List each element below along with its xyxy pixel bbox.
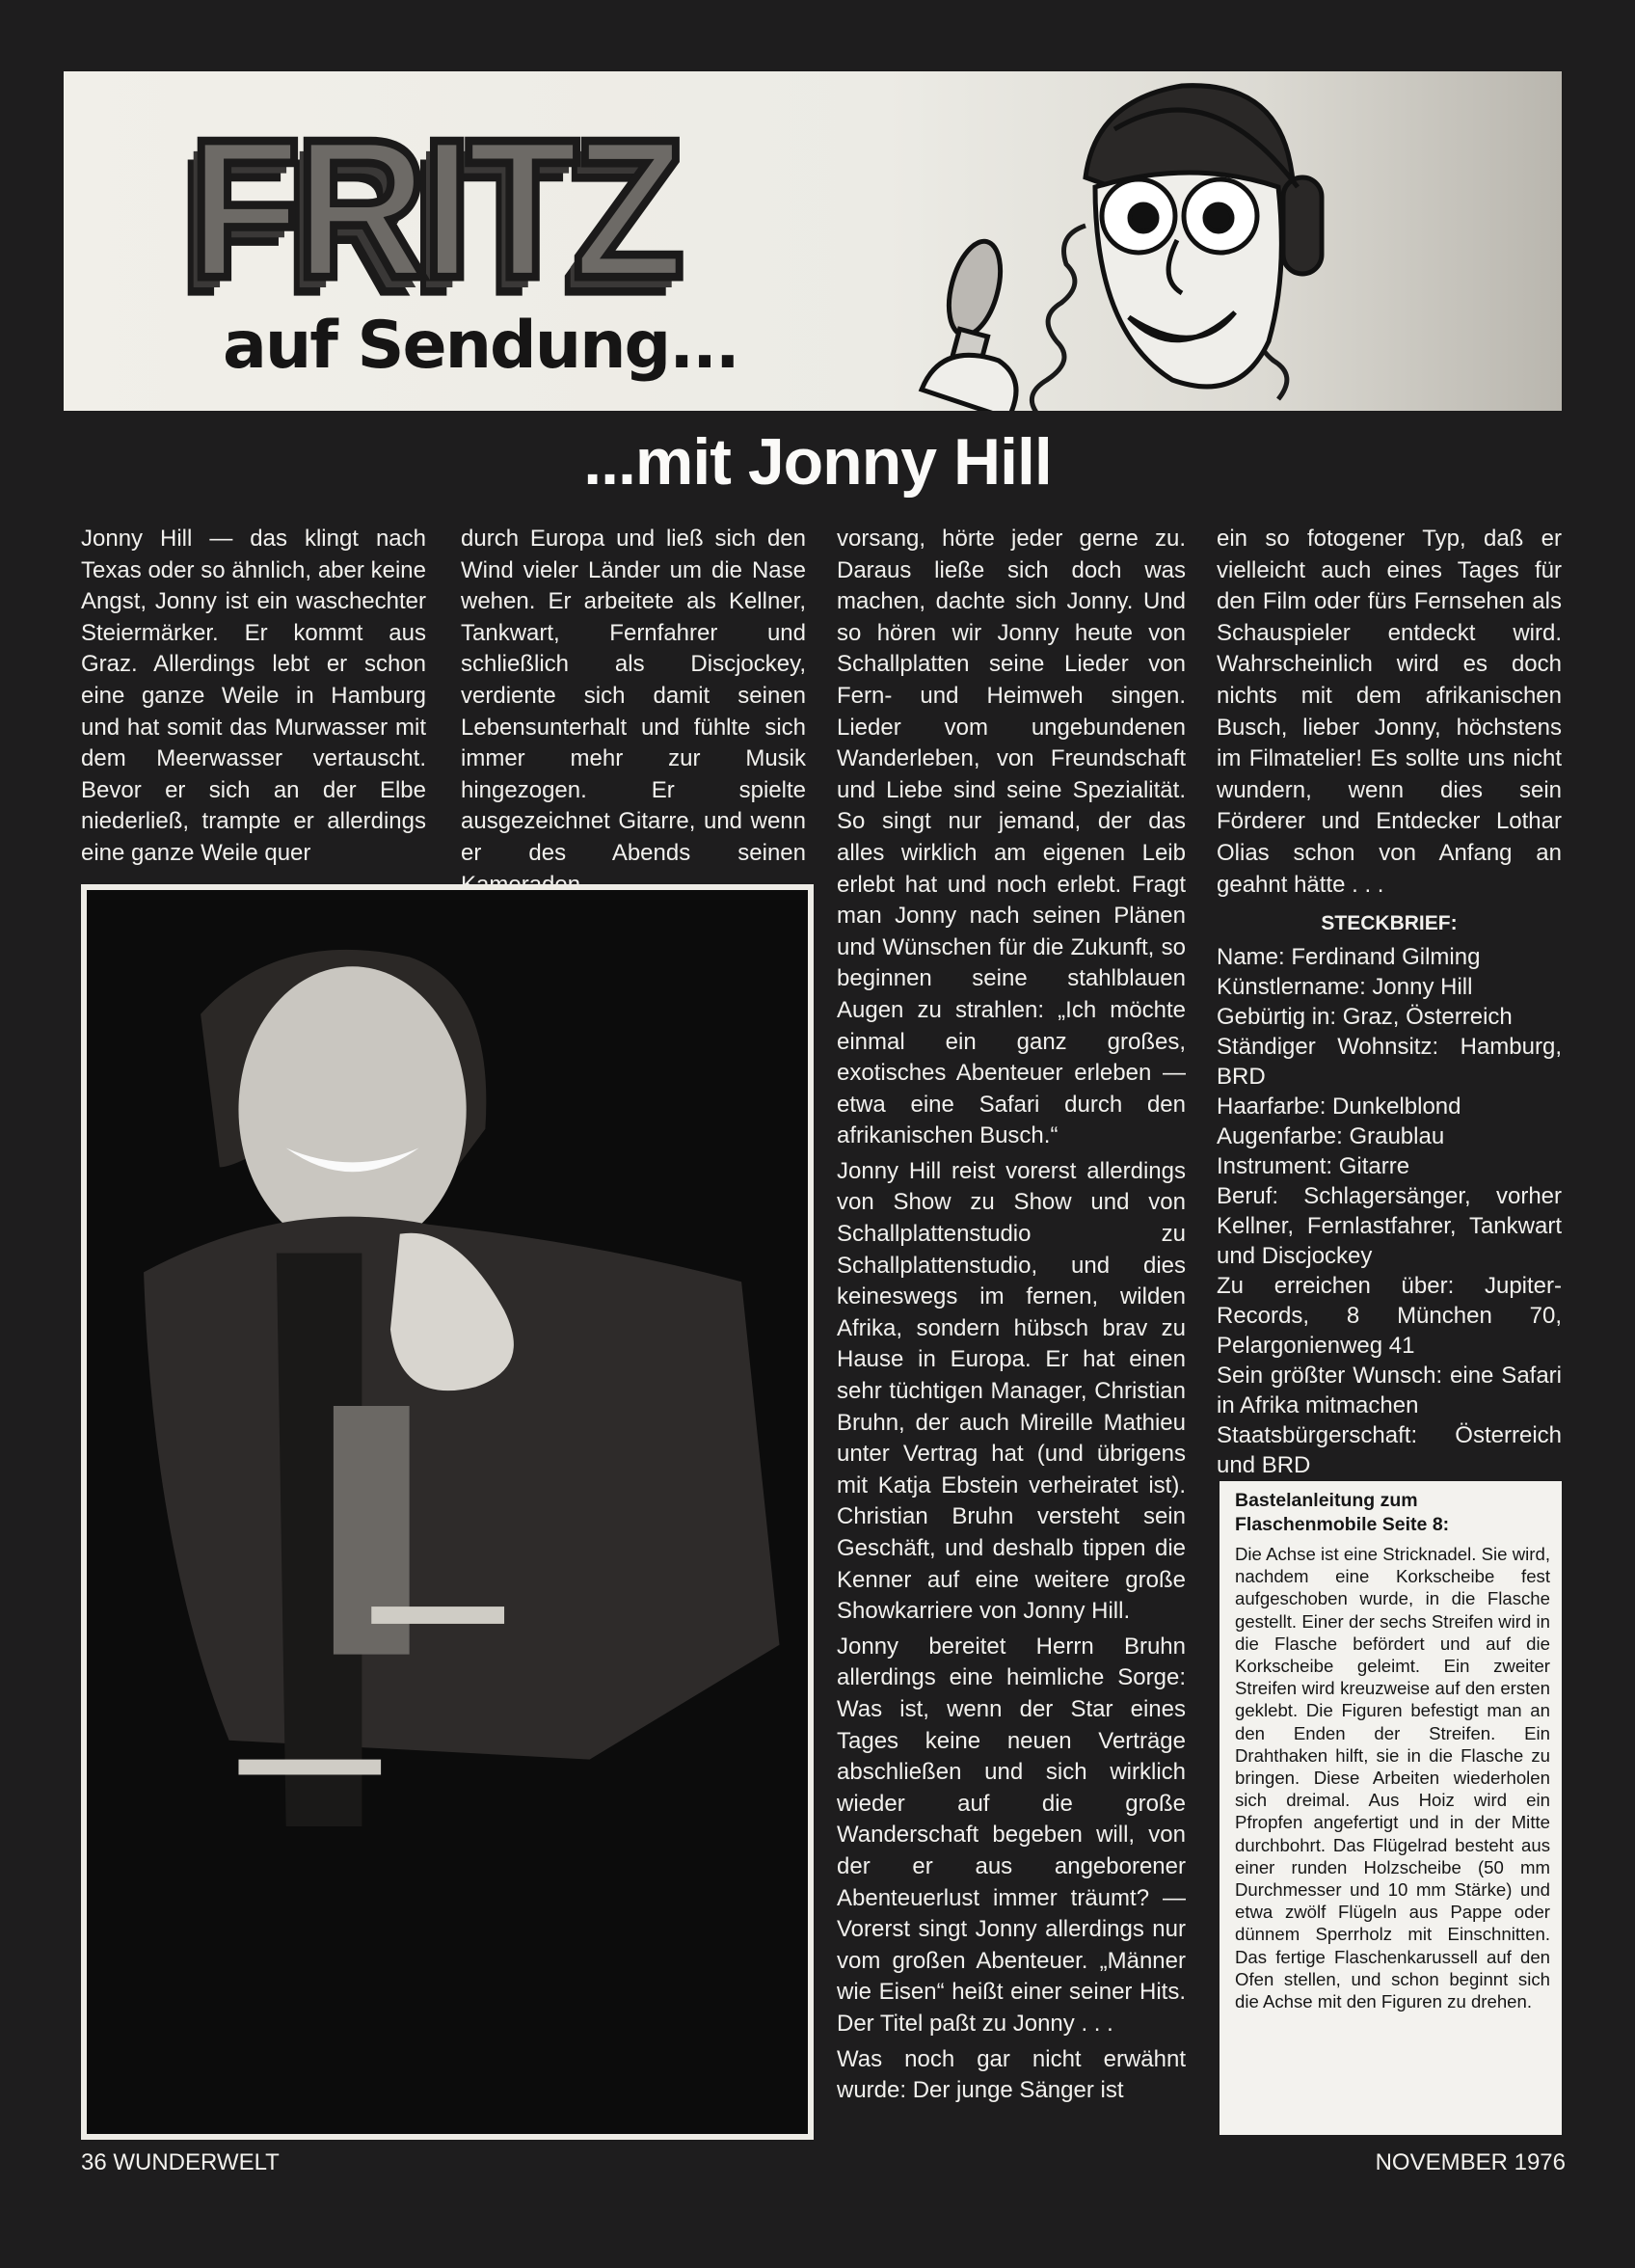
article-column-3 xyxy=(837,524,1186,2107)
cartoon-illustration xyxy=(796,71,1562,411)
portrait-photo xyxy=(81,884,814,2140)
steckbrief-item: Gebürtig in: Graz, Österreich xyxy=(1217,1003,1513,1030)
banner-subtitle: auf Sendung... xyxy=(223,308,738,384)
banner-title: FRITZ xyxy=(189,98,680,320)
steckbrief-item: Künstlername: Jonny Hill xyxy=(1217,973,1473,1000)
article-column-4 xyxy=(1217,524,1562,1480)
footer-page-label: 36 WUNDERWELT xyxy=(81,2149,280,2175)
header-banner xyxy=(64,71,1562,411)
steckbrief-item: Name: Ferdinand Gilming xyxy=(1217,943,1481,970)
steckbrief-item: Beruf: Schlagersänger, vorher Kellner, Fernlastfahrer, Tankwart und Discjockey xyxy=(1217,1182,1562,1269)
article-column-1 xyxy=(81,524,426,870)
article-headline: ...mit Jonny Hill xyxy=(583,425,1052,499)
steckbrief-item: Haarfarbe: Dunkelblond xyxy=(1217,1093,1461,1120)
paragraph: durch Europa und ließ sich den Wind vieler Länder um die Nase wehen. Er arbeitete als Kellner, Tankwart, Fernfahrer und schließlich als Discjockey, verdiente sich damit seinen Lebensunterhalt und fühlte sich immer mehr zur Musik hingezogen. Er spielte ausgezeichnet Gitarre, und wenn er des Abends seinen xyxy=(461,526,806,866)
paragraph: vorsang, hörte jeder gerne zu. Daraus ließe sich doch was machen, dachte sich Jonny. Und so hören wir Jonny heute von Schallplatten seine Lieder von Fern- und Heimweh singen. Lieder vom ungebundenen Wanderleben, von Freundschaft und Liebe sind seine Spezialität. So singt nur jemand, der das alles wirklich am eigenen Leib erlebt hat und noch erlebt. Fragt man Jonny nach seinen Plänen und Wünschen für die Zukunft, so beginnen seine stahlblauen Augen zu strahlen: „Ich möchte einmal ein ganz großes, exotisches Abenteuer erleben — etwa eine Safari durch den afrikanischen Busch.“ xyxy=(837,526,1186,1149)
paragraph: ein so fotogener Typ, daß er vielleicht auch eines Tages für den Film oder fürs Fernsehen als Schauspieler entdeckt wird. Wahrscheinlich wird es doch nichts mit dem afrikanischen Busch, lieber Jonny, höchstens im Filmatelier! Es sollte uns nicht wundern, wenn dies sein Förderer und Entdecker Lothar Olias schon von Anfang an geahnt hätte . . . xyxy=(1217,526,1562,898)
steckbrief-item: Augenfarbe: Graublau xyxy=(1217,1122,1445,1149)
character-head xyxy=(1086,86,1322,387)
paragraph: Was noch gar nicht erwähnt wurde: Der junge Sänger ist xyxy=(837,2045,1186,2104)
steckbrief-item: Staatsbürgerschaft: Österreich und BRD xyxy=(1217,1421,1562,1478)
article-column-2 xyxy=(461,524,806,901)
steckbrief-item: Instrument: Gitarre xyxy=(1217,1152,1410,1179)
steckbrief-item: Ständiger Wohnsitz: Hamburg, BRD xyxy=(1217,1033,1562,1090)
footer-issue-date: NOVEMBER 1976 xyxy=(1375,2149,1566,2175)
portrait-image xyxy=(87,890,808,2134)
steckbrief-item: Sein größter Wunsch: eine Safari in Afrika mitmachen xyxy=(1217,1362,1562,1418)
paragraph: Jonny Hill — das klingt nach Texas oder so ähnlich, aber keine Angst, Jonny ist ein waschechter Steiermärker. Er kommt aus Graz. Allerdings lebt er schon eine ganze Weile in Hamburg und hat somit das Murwasser mit dem Meerwasser vertauscht. Bevor er sich an der Elbe niederließ, trampte er allerdings eine ganze Weile quer xyxy=(81,526,426,866)
paragraph: Jonny bereitet Herrn Bruhn allerdings eine heimliche Sorge: Was ist, wenn der Star eines Tages keine neuen Verträge abschließen und sich wirklich wieder auf die große Wanderschaft begeben will, von der er aus angeborener Abenteuerlust immer träumt? — Vorerst singt Jonny allerdings nur vom großen Abenteuer. „Männer wie Eisen“ heißt einer seiner Hits. Der Titel paßt zu Jonny . . . xyxy=(837,1633,1186,2037)
bastel-sidebar-box xyxy=(1220,1481,1562,2135)
microphone-icon xyxy=(922,235,1016,411)
steckbrief-item: Zu erreichen über: Jupiter-Records, 8 München 70, Pelargonienweg 41 xyxy=(1217,1272,1562,1359)
paragraph: Jonny Hill reist vorerst allerdings von Show zu Show und von Schallplattenstudio zu Schallplattenstudio, und dies keineswegs im fernen, wilden Afrika, sondern hübsch brav zu Hause in Europa. Er hat einen sehr tüchtigen Manager, Christian Bruhn, der auch Mireille Mathieu unter Vertrag hat (und übrigens mit Katja Ebstein verheiratet ist). Christian Bruhn versteht sein Geschäft, und deshalb tippen die Kenner auf eine weitere große Showkarriere von Jonny Hill. xyxy=(837,1157,1186,1625)
bastel-text: Die Achse ist eine Stricknadel. Sie wird, nachdem eine Korkscheibe fest aufgeschoben wurde, in die Flasche gestellt. Einer der sechs Streifen wird in die Flasche befördert und auf die Korkscheibe geleimt. Ein zweiter Streifen wird kreuzweise auf den ersten geklebt. Die Figuren befestigt man an den Enden der Streifen. Ein Drahthaken hilft, sie in die Flasche zu bringen. Diese Arbeiten wiederholen sich dreimal. Aus Hoiz wird ein Pfropfen angefertigt und in der Mitte durchbohrt. Das Flügelrad besteht aus einer runden Holzscheibe (50 mm Durchmesser und 10 mm Stärke) und etwa zwölf Flügeln aus Pappe oder dünnem Sperrholz mit Einschnitten. Das fertige Flaschenkarussell auf den Ofen stellen, und schon beginnt sich die Achse mit den Figuren zu drehen. xyxy=(1235,1544,1550,2012)
bastel-heading: Bastelanleitung zum Flaschenmobile Seite 8: xyxy=(1235,1490,1450,1535)
steckbrief-heading: STECKBRIEF: xyxy=(1321,912,1458,935)
